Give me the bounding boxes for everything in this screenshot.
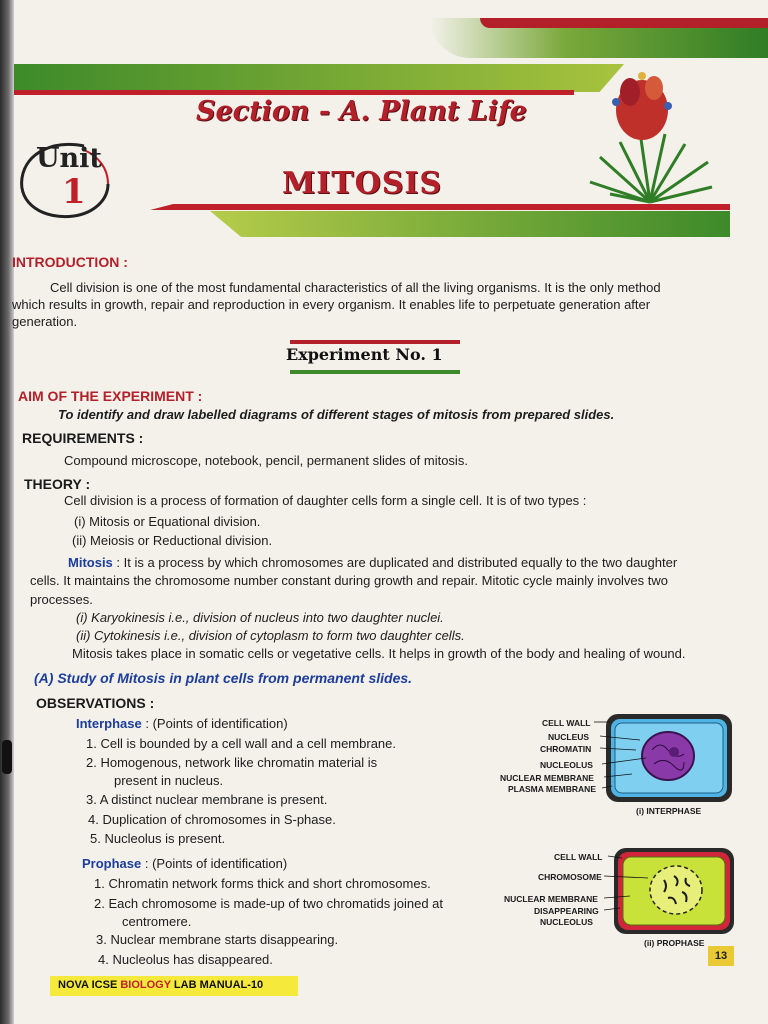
observations-heading: OBSERVATIONS : <box>36 695 155 711</box>
requirements-heading: REQUIREMENTS : <box>22 430 144 446</box>
experiment-bar-top <box>290 340 460 344</box>
process-cytokinesis: (ii) Cytokinesis i.e., division of cytoplasm to form two daughter cells. <box>76 628 465 643</box>
process-karyokinesis: (i) Karyokinesis i.e., division of nucleus into two daughter nuclei. <box>76 610 444 625</box>
interphase-point-3: 3. A distinct nuclear membrane is present. <box>86 792 328 807</box>
experiment-bar-bottom <box>290 370 460 374</box>
interphase-point-4: 4. Duplication of chromosomes in S-phase. <box>88 812 336 827</box>
interphase-leader-lines <box>590 718 650 792</box>
prophase-point-2: 2. Each chromosome is made-up of two chromatids joined at <box>94 896 444 911</box>
prophase-leader-lines <box>600 852 660 916</box>
interphase-label-chromatin: CHROMATIN <box>540 744 592 754</box>
binding-clip <box>2 740 12 774</box>
header-bottom-red-band <box>150 204 730 210</box>
footer-highlight: BIOLOGY <box>120 979 171 991</box>
prophase-label-nuclear-membrane: NUCLEAR MEMBRANE <box>504 894 598 904</box>
top-red-band <box>480 18 768 28</box>
prophase-point-1: 1. Chromatin network forms thick and short chromosomes. <box>94 876 431 891</box>
interphase-label-nuclear-membrane: NUCLEAR MEMBRANE <box>500 773 594 783</box>
type-meiosis: (ii) Meiosis or Reductional division. <box>72 533 273 548</box>
intro-line-3: generation. <box>12 314 78 329</box>
interphase-note: : (Points of identification) <box>141 716 288 731</box>
chapter-title: MITOSIS <box>282 166 443 201</box>
header-bottom-green-band <box>210 211 730 237</box>
section-title: Section - A. Plant Life <box>196 96 527 127</box>
mitosis-definition-line-1 <box>68 555 677 570</box>
page-number: 13 <box>708 946 734 966</box>
interphase-label-plasma-membrane: PLASMA MEMBRANE <box>508 784 596 794</box>
header-green-band <box>14 64 624 92</box>
interphase-label-nucleolus: NUCLEOLUS <box>540 760 593 770</box>
intro-line-1: Cell division is one of the most fundamental characteristics of all the living organisms. It is the only method <box>50 280 661 295</box>
study-heading: (A) Study of Mitosis in plant cells from permanent slides. <box>34 670 413 686</box>
prophase-point-2-cont: centromere. <box>122 914 192 929</box>
mitosis-definition-line-3: processes. <box>30 592 93 607</box>
prophase-label-disappearing: DISAPPEARING <box>534 906 599 916</box>
intro-line-2: which results in growth, repair and reproduction in every organism. It enables life to perpetuate generation after <box>12 297 651 312</box>
aim-heading: AIM OF THE EXPERIMENT : <box>18 388 203 404</box>
footer-suffix: LAB MANUAL-10 <box>170 979 264 991</box>
page-binding <box>0 0 14 1024</box>
interphase-point-2-cont: present in nucleus. <box>114 773 224 788</box>
theory-heading: THEORY : <box>24 476 91 492</box>
interphase-label-cell-wall: CELL WALL <box>542 718 591 728</box>
mitosis-def-text: : It is a process by which chromosomes are duplicated and distributed equally to the two daughter <box>112 555 678 570</box>
prophase-term: Prophase <box>82 856 142 871</box>
interphase-heading <box>76 716 288 731</box>
prophase-point-3: 3. Nuclear membrane starts disappearing. <box>96 932 339 947</box>
prophase-label-chromosome: CHROMOSOME <box>538 872 602 882</box>
header-red-band <box>14 90 574 95</box>
mitosis-note: Mitosis takes place in somatic cells or vegetative cells. It helps in growth of the body and healing of wound. <box>72 646 686 661</box>
experiment-title: Experiment No. 1 <box>286 345 443 364</box>
footer-text <box>58 979 263 991</box>
prophase-note: : (Points of identification) <box>141 856 288 871</box>
requirements-text: Compound microscope, notebook, pencil, permanent slides of mitosis. <box>64 453 468 468</box>
plant-illustration-icon <box>580 62 720 212</box>
unit-number: 1 <box>62 172 86 212</box>
mitosis-term: Mitosis <box>68 555 113 570</box>
interphase-caption: (i) INTERPHASE <box>636 806 702 816</box>
type-mitosis: (i) Mitosis or Equational division. <box>74 514 261 529</box>
aim-text: To identify and draw labelled diagrams of different stages of mitosis from prepared slides. <box>58 407 615 422</box>
interphase-point-5: 5. Nucleolus is present. <box>90 831 226 846</box>
prophase-point-4: 4. Nucleolus has disappeared. <box>98 952 273 967</box>
interphase-label-nucleus: NUCLEUS <box>548 732 590 742</box>
unit-label: Unit <box>36 143 102 174</box>
prophase-heading <box>82 856 287 871</box>
interphase-point-2: 2. Homogenous, network like chromatin material is <box>86 755 378 770</box>
prophase-label-cell-wall: CELL WALL <box>554 852 603 862</box>
mitosis-definition-line-2: cells. It maintains the chromosome number constant during growth and repair. Mitotic cycle mainly involves two <box>30 573 669 588</box>
interphase-term: Interphase <box>76 716 142 731</box>
footer-prefix: NOVA ICSE <box>58 979 121 991</box>
theory-intro: Cell division is a process of formation of daughter cells form a single cell. It is of two types : <box>64 493 587 508</box>
interphase-point-1: 1. Cell is bounded by a cell wall and a cell membrane. <box>86 736 397 751</box>
introduction-heading: INTRODUCTION : <box>12 254 128 270</box>
prophase-caption: (ii) PROPHASE <box>644 938 705 948</box>
prophase-label-nucleolus: NUCLEOLUS <box>540 917 593 927</box>
